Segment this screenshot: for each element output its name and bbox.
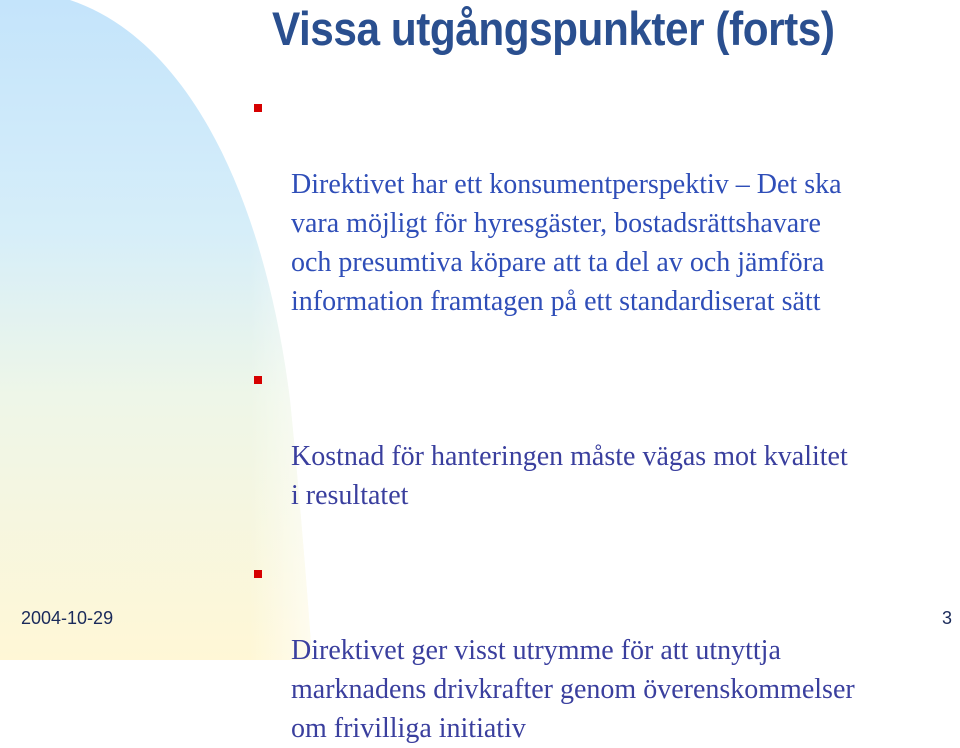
- bullet-list: [251, 87, 951, 748]
- footer-date: 2004-10-29: [21, 608, 114, 628]
- square-bullet-icon: [254, 570, 262, 578]
- bullet-text: Kostnad för hanteringen måste vägas mot kvalitet i resultatet: [291, 441, 848, 511]
- bullet-text: Direktivet har ett konsumentperspektiv – Det ska vara möjligt för hyresgäster, bostadsrättshavare och presumtiva köpare att ta del av och jämföra information framtagen på ett standardiserat sätt: [291, 169, 842, 317]
- bullet-item: [251, 553, 951, 748]
- square-bullet-icon: [254, 376, 262, 384]
- page-number: 3: [942, 608, 953, 628]
- bullet-text: Direktivet ger visst utrymme för att utnyttja marknadens drivkrafter genom överenskommelser om frivilliga initiativ: [291, 635, 855, 744]
- slide-title: Vissa utgångspunkter (forts): [272, 2, 835, 55]
- square-bullet-icon: [254, 104, 262, 112]
- bullet-item: [251, 359, 951, 515]
- bullet-item: [251, 87, 951, 321]
